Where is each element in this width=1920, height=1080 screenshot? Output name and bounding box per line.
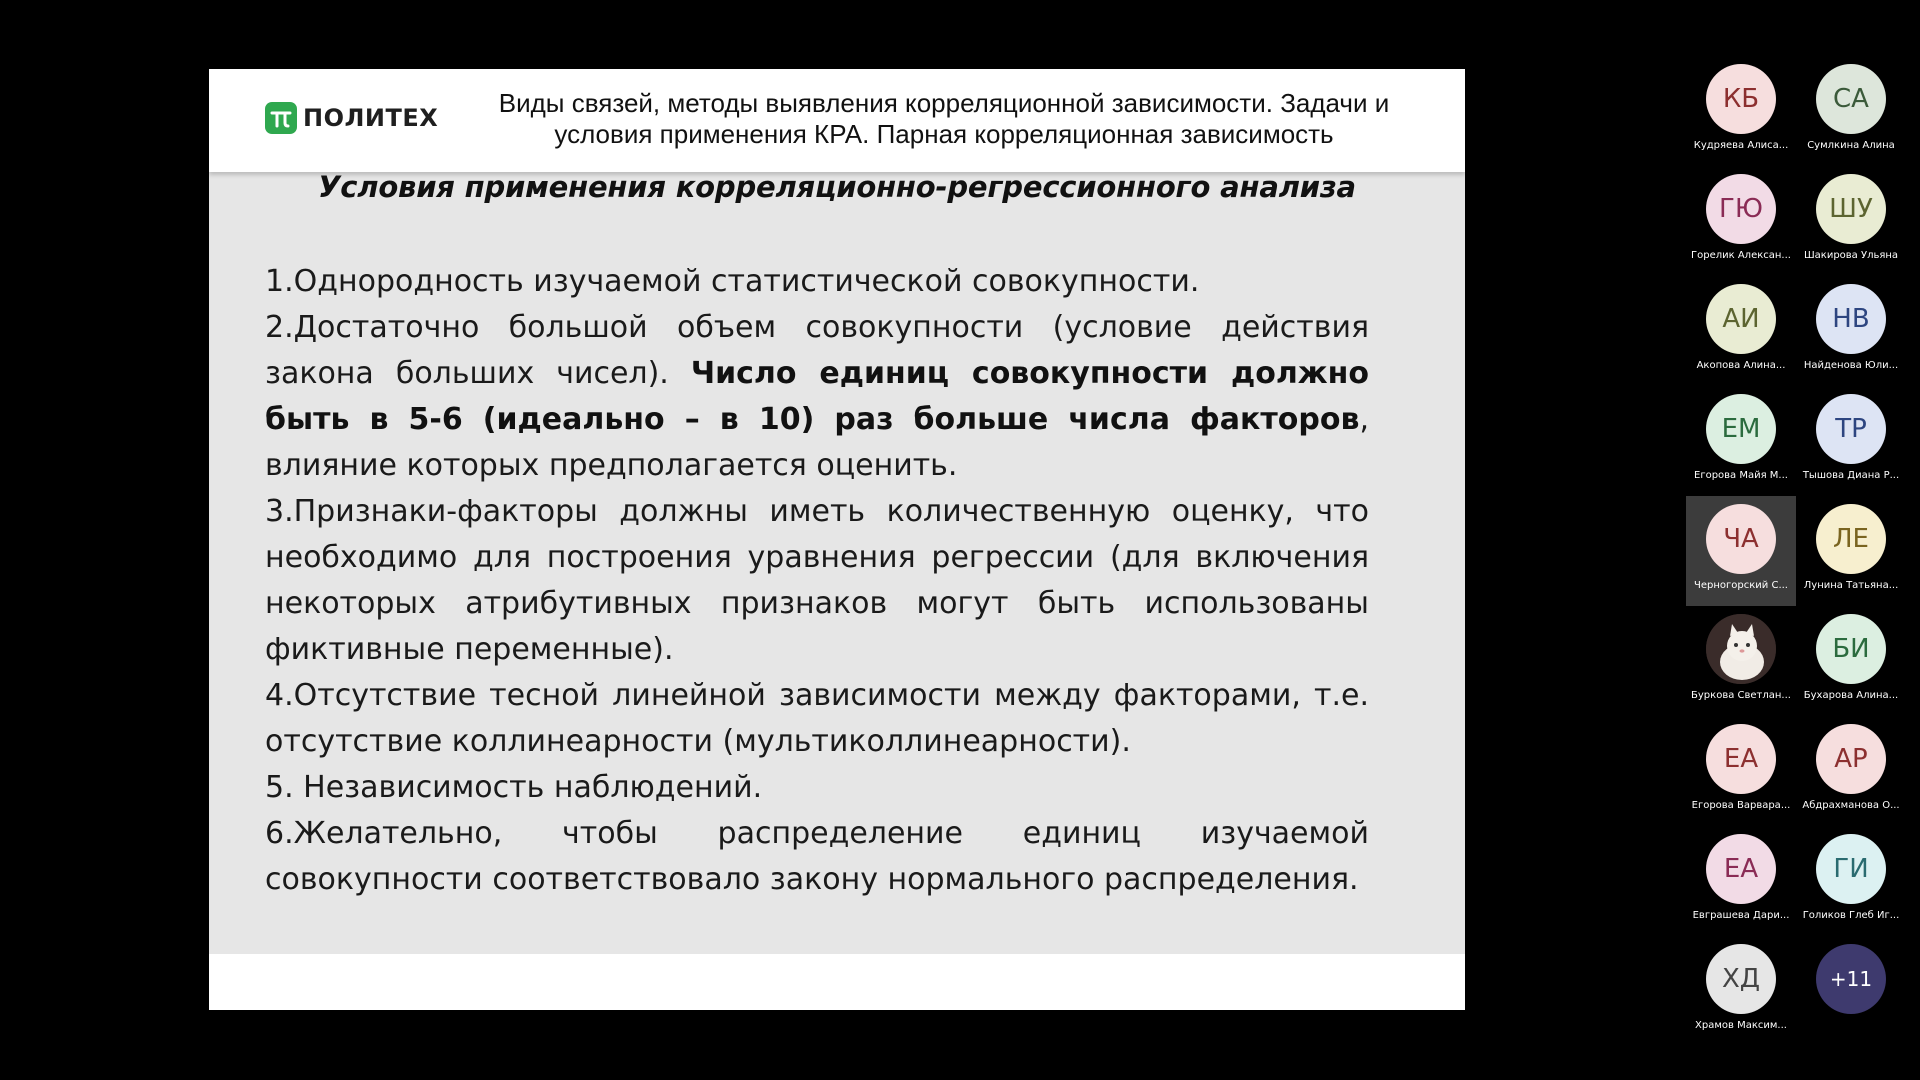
participant-name: Храмов Максим... (1695, 1020, 1787, 1031)
header-title-line-1: Виды связей, методы выявления корреляционной зависимости. Задачи и (498, 88, 1390, 118)
participant-avatar (1706, 944, 1776, 1014)
condition-item-2-pre: 2.Достаточно большой объем совокупности (условие действия закона больших чисел). (265, 310, 1369, 391)
participant-avatar (1706, 394, 1776, 464)
participant-avatar (1706, 724, 1776, 794)
participant-tile[interactable] (1686, 606, 1796, 716)
condition-item-2-bold: Число единиц совокупности должно быть в 5-6 (идеально – в 10) раз больше числа факторов (265, 356, 1369, 437)
participant-initials: ЧА (1723, 524, 1759, 554)
condition-item-1: 1.Однородность изучаемой статистической совокупности. (265, 264, 1200, 299)
participant-tile[interactable] (1796, 56, 1906, 166)
participant-name: Буркова Светлан... (1691, 690, 1791, 701)
participant-name: Найденова Юли... (1803, 360, 1899, 371)
cat-photo-icon (1706, 614, 1776, 684)
participant-name: Егорова Варвара... (1691, 800, 1791, 811)
participant-name: Сумлкина Алина (1807, 140, 1895, 151)
participant-initials: ТР (1835, 414, 1867, 444)
participant-initials: АР (1834, 744, 1868, 774)
participant-name: Голиков Глеб Иг... (1802, 910, 1900, 921)
participant-initials: ШУ (1829, 194, 1873, 224)
participant-avatar (1816, 834, 1886, 904)
condition-item-2-post: , влияние которых предполагается оценить. (265, 402, 1369, 483)
participant-initials: НВ (1832, 304, 1870, 334)
participant-avatar (1706, 64, 1776, 134)
participant-tile[interactable] (1796, 496, 1906, 606)
participant-avatar (1706, 504, 1776, 574)
participant-name: Кудряева Алиса... (1693, 140, 1789, 151)
participant-photo-avatar (1706, 614, 1776, 684)
participant-avatar (1816, 944, 1886, 1014)
participant-avatar (1816, 504, 1886, 574)
participant-name: Евграшева Дари... (1692, 910, 1790, 921)
participant-avatar (1816, 174, 1886, 244)
slide-heading: Условия применения корреляционно-регрессионного анализа (318, 170, 1356, 204)
participant-tile[interactable] (1686, 716, 1796, 826)
condition-item-4: 4.Отсутствие тесной линейной зависимости между факторами, т.е. отсутствие коллинеарности (мультиколлинеарности). (265, 678, 1369, 759)
participant-avatar (1706, 834, 1776, 904)
participant-tile[interactable] (1686, 276, 1796, 386)
participant-initials: ГЮ (1719, 194, 1763, 224)
slide-header (209, 69, 1465, 172)
header-title-line-2: условия применения КРА. Парная корреляционная зависимость (554, 119, 1334, 149)
participant-name: Шакирова Ульяна (1803, 250, 1899, 261)
participant-name: Акопова Алина... (1696, 360, 1786, 371)
logo-text: ПОЛИТЕХ (303, 104, 439, 132)
participant-tile[interactable] (1796, 826, 1906, 936)
condition-item-6: 6.Желательно, чтобы распределение единиц изучаемой совокупности соответствовало закону нормального распределения. (265, 816, 1369, 897)
condition-item-5: 5. Независимость наблюдений. (265, 770, 763, 805)
participant-name: Черногорский С... (1694, 580, 1788, 591)
participant-avatar (1816, 64, 1886, 134)
participant-initials: ЕА (1723, 854, 1759, 884)
participant-tile[interactable] (1796, 716, 1906, 826)
participant-tile[interactable] (1796, 386, 1906, 496)
participant-avatar (1706, 284, 1776, 354)
participant-tile[interactable] (1686, 496, 1796, 606)
participant-initials: ЕМ (1721, 414, 1761, 444)
participant-tile[interactable] (1686, 166, 1796, 276)
participant-tile[interactable] (1686, 826, 1796, 936)
participant-avatar (1816, 614, 1886, 684)
participant-name: Лунина Татьяна... (1803, 580, 1899, 591)
participant-initials: ХД (1721, 964, 1761, 994)
participant-tile[interactable] (1796, 606, 1906, 716)
politech-logo-icon (265, 102, 297, 134)
participant-initials: СА (1833, 84, 1869, 114)
participant-avatar (1706, 174, 1776, 244)
participant-avatar (1816, 394, 1886, 464)
participant-avatar (1816, 284, 1886, 354)
participant-initials: ГИ (1833, 854, 1869, 884)
participant-name: Тышова Диана Р... (1802, 470, 1900, 481)
politech-logo (265, 102, 438, 134)
slide-footer (209, 954, 1465, 1010)
participant-tile[interactable] (1686, 386, 1796, 496)
participant-tile[interactable] (1686, 936, 1796, 1046)
participant-tile[interactable] (1796, 276, 1906, 386)
condition-item-3: 3.Признаки-факторы должны иметь количественную оценку, что необходимо для построения уравнения регрессии (для включения некоторых атрибутивных признаков могут быть использованы фиктивные переменные). (265, 494, 1369, 667)
participant-name: Бухарова Алина... (1803, 690, 1899, 701)
participant-name: Егорова Майя М... (1694, 470, 1788, 481)
participant-initials: КБ (1722, 84, 1760, 114)
participant-initials: ЛЕ (1833, 524, 1869, 554)
slide-header-title (454, 88, 1434, 150)
more-participants-button[interactable] (1796, 936, 1906, 1046)
participant-tile[interactable] (1796, 166, 1906, 276)
participant-name: Абдрахманова О... (1802, 800, 1900, 811)
participant-initials: ЕА (1723, 744, 1759, 774)
participant-name: Горелик Алексан... (1691, 250, 1791, 261)
shared-presentation-slide (209, 69, 1465, 1010)
condition-item-2 (265, 305, 1369, 489)
participant-initials: +11 (1829, 967, 1873, 991)
participants-panel (1686, 56, 1906, 1036)
participant-avatar (1816, 724, 1886, 794)
participant-tile[interactable] (1686, 56, 1796, 166)
participant-initials: АИ (1722, 304, 1760, 334)
participant-initials: БИ (1832, 634, 1870, 664)
slide-body (265, 259, 1369, 903)
